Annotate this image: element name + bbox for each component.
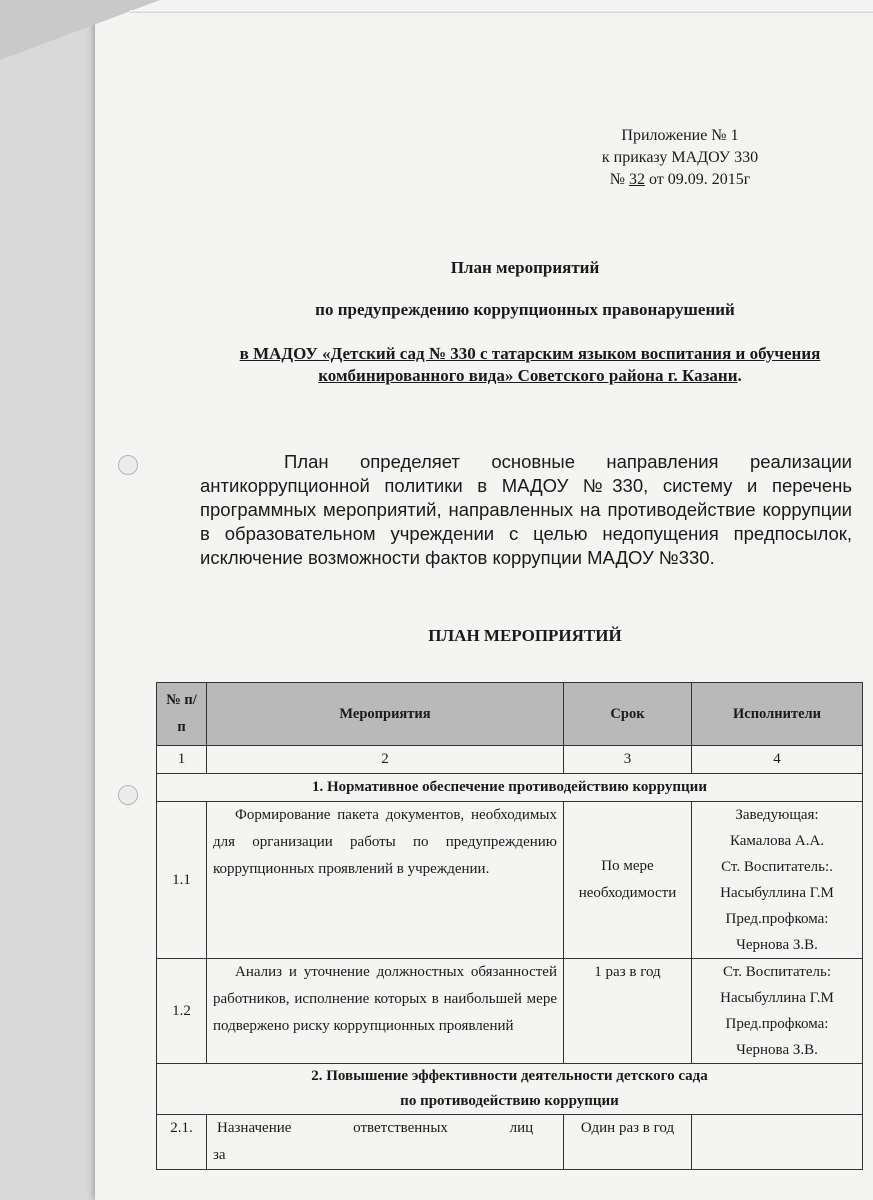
executor-line: Чернова З.В.	[736, 937, 818, 953]
header-number: № п/п	[157, 683, 207, 746]
institution-name: в МАДОУ «Детский сад № 330 с татарским языком воспитания и обучения комбинированного вида» Советского района г. Казани	[239, 344, 821, 385]
row-activity: Назначение ответственных лиц за	[207, 1115, 564, 1170]
title-line-1: План мероприятий	[450, 258, 600, 277]
title-line-3	[215, 343, 845, 387]
appendix-line-2: к приказу МАДОУ 330	[601, 149, 759, 166]
section-2-line-1: 2. Повышение эффективности деятельности детского сада	[311, 1068, 708, 1084]
executor-line: Пред.профкома:	[725, 1016, 829, 1032]
section-row	[157, 774, 863, 802]
table-header-row	[157, 683, 863, 746]
column-number: 2	[207, 746, 564, 774]
table-row	[157, 1115, 863, 1170]
page-fold-edge	[130, 10, 873, 13]
executor-line: Ст. Воспитатель:.	[721, 859, 833, 875]
section-2-line-2: по противодействию коррупции	[400, 1093, 619, 1109]
plan-heading: ПЛАН МЕРОПРИЯТИЙ	[428, 626, 622, 645]
table-row	[157, 802, 863, 959]
section-row	[157, 1064, 863, 1115]
column-number: 4	[692, 746, 863, 774]
appendix-line-1: Приложение № 1	[621, 127, 739, 144]
order-date: от 09.09. 2015г	[644, 171, 751, 188]
column-number: 1	[157, 746, 207, 774]
intro-paragraph: План определяет основные направления реализации антикоррупционной политики в МАДОУ №330, систему и перечень программных мероприятий, направленных на противодействие коррупции в образовательном учреждении с целью недопущения предпосылок, исключение возможности фактов коррупции МАДОУ №330.	[200, 451, 852, 568]
folded-corner	[0, 0, 160, 60]
column-number: 3	[564, 746, 692, 774]
header-activity: Мероприятия	[207, 683, 564, 746]
executor-line: Насыбуллина Г.М	[720, 990, 834, 1006]
plan-table	[156, 682, 863, 1170]
row-activity: Анализ и уточнение должностных обязанностей работников, исполнение которых в наибольшей мере подвержено риску коррупционных проявлений	[207, 959, 564, 1064]
executor-line: Пред.профкома:	[725, 911, 829, 927]
title-line-2: по предупреждению коррупционных правонарушений	[315, 300, 735, 319]
column-number-row	[157, 746, 863, 774]
header-executors: Исполнители	[692, 683, 863, 746]
executor-line: Камалова А.А.	[729, 833, 825, 849]
executor-line: Ст. Воспитатель:	[722, 964, 832, 980]
row-term: Один раз в год	[564, 1115, 692, 1170]
row-executors	[692, 1115, 863, 1170]
punch-hole	[118, 455, 138, 475]
order-prefix: №	[609, 171, 629, 188]
row-number: 2.1.	[157, 1115, 207, 1170]
section-2-title	[157, 1064, 863, 1115]
appendix-note	[560, 125, 800, 191]
punch-hole	[118, 785, 138, 805]
table-row	[157, 959, 863, 1064]
order-number: 32	[628, 171, 645, 188]
section-1-title: 1. Нормативное обеспечение противодействию коррупции	[157, 774, 863, 802]
row-term: 1 раз в год	[564, 959, 692, 1064]
executor-line: Насыбуллина Г.М	[720, 885, 834, 901]
row-activity: Формирование пакета документов, необходимых для организации работы по предупреждению коррупционных проявлений в учреждении.	[207, 802, 564, 959]
header-term: Срок	[564, 683, 692, 746]
row-number: 1.2	[157, 959, 207, 1064]
row-executors	[692, 802, 863, 959]
executor-line: Чернова З.В.	[736, 1042, 818, 1058]
row-number: 1.1	[157, 802, 207, 959]
executor-line: Заведующая:	[735, 807, 819, 823]
title-period: .	[737, 366, 742, 385]
appendix-line-3	[560, 169, 800, 191]
row-executors	[692, 959, 863, 1064]
row-term: По мере необходимости	[564, 802, 692, 959]
